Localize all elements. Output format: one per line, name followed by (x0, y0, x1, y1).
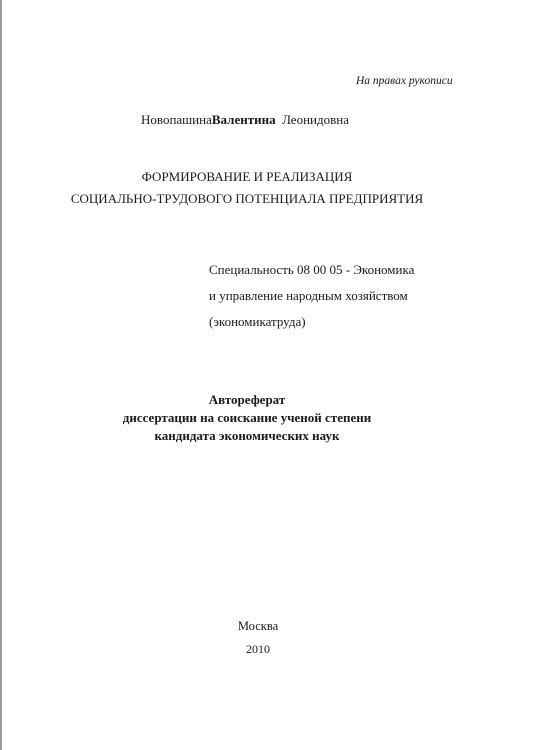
specialty-line-3: (экономикатруда) (209, 314, 306, 329)
year: 2010 (246, 642, 270, 656)
abstract-heading: Автореферат (208, 392, 286, 407)
author-name (141, 112, 349, 128)
title-line-2: СОЦИАЛЬНО-ТРУДОВОГО ПОТЕНЦИАЛА ПРЕДПРИЯТИЯ (70, 191, 424, 206)
abstract-line-3: кандидата экономических наук (154, 428, 340, 443)
city: Москва (237, 619, 279, 633)
author-patronymic: Леонидовна (282, 112, 349, 127)
author-first-name: Валентина (211, 112, 276, 127)
specialty-line-1: Специальность 08 00 05 - Экономика (209, 262, 415, 277)
author-surname: Новопашина (141, 112, 212, 127)
rights-note: На правах рукописи (356, 75, 453, 87)
specialty-line-2: и управление народным хозяйством (209, 288, 408, 303)
abstract-line-2: диссертации на соискание ученой степени (122, 410, 372, 425)
page-left-edge (0, 0, 2, 750)
title-line-1: ФОРМИРОВАНИЕ И РЕАЛИЗАЦИЯ (141, 169, 353, 184)
